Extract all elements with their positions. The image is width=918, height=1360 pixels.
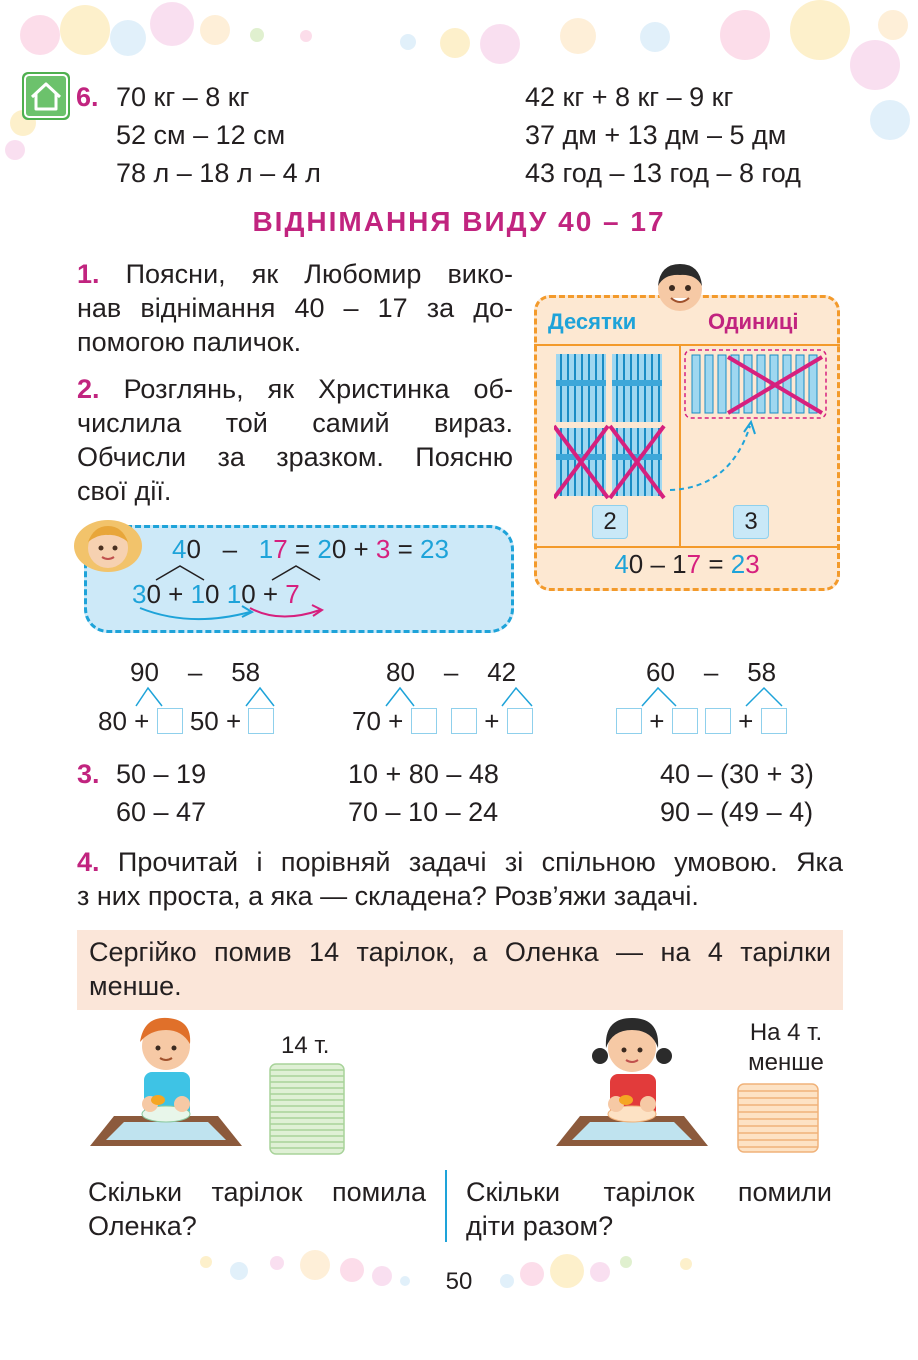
- ex6-left-col: [116, 80, 321, 190]
- ex2-number: 2.: [77, 374, 100, 404]
- question-right: [466, 1175, 832, 1243]
- ex6-right-2: 37 дм + 13 дм – 5 дм: [525, 120, 787, 150]
- ex3-number: 3.: [77, 759, 100, 789]
- ex3-col-3: [660, 757, 814, 829]
- plates-label-right-2: менше: [748, 1049, 824, 1076]
- ex4-line-2: з них проста, а яка — складена? Розв’яжи задачі.: [77, 881, 699, 911]
- green-plates-stack: [268, 1062, 346, 1156]
- task-2-bottom: 70 + +: [352, 706, 533, 737]
- ex3-expr: 40 – (30 + 3): [660, 759, 814, 789]
- ex6-left-1: 70 кг – 8 кг: [116, 82, 250, 112]
- ex1-number: 1.: [77, 259, 100, 289]
- task-2-top: 80 – 42: [386, 657, 517, 687]
- condition-line-2: менше.: [89, 971, 182, 1001]
- ones-label: Одиниці: [708, 309, 799, 334]
- sample-bottom-line: 30 + 10 10 + 7: [132, 579, 300, 609]
- girl-washing-illustration: [552, 1016, 712, 1156]
- answer-box[interactable]: [451, 708, 477, 734]
- question-right-line-2: діти разом?: [466, 1211, 614, 1241]
- answer-box[interactable]: [616, 708, 642, 734]
- task-3-branches: [632, 684, 822, 708]
- tens-label: Десятки: [548, 309, 637, 334]
- plates-label-right-1: На 4 т.: [749, 1019, 823, 1046]
- ex6-right-col: [525, 80, 801, 190]
- tens-bundles: [554, 350, 674, 500]
- ex6-left-3: 78 л – 18 л – 4 л: [116, 158, 321, 188]
- ex6-left-2: 52 см – 12 см: [116, 120, 286, 150]
- answer-box[interactable]: [507, 708, 533, 734]
- sticks-equation: 40 – 17 = 23: [614, 549, 760, 579]
- ex2-line-2: числила той самий вираз.: [77, 408, 513, 438]
- orange-plates-stack: [736, 1082, 820, 1154]
- transfer-arrow: [660, 418, 760, 494]
- ex2-line-3: Обчисли за зразком. Поясню: [77, 442, 513, 472]
- ex4-number: 4.: [77, 847, 100, 877]
- ex3-col-2: [348, 757, 499, 829]
- answer-box[interactable]: [157, 708, 183, 734]
- page-number: 50: [445, 1268, 473, 1295]
- ex6-right-3: 43 год – 13 год – 8 год: [525, 158, 801, 188]
- boy-avatar: [652, 258, 708, 314]
- task-3-top: 60 – 58: [646, 657, 777, 687]
- ex2-line-4: свої дії.: [77, 476, 172, 506]
- ex3-expr: 70 – 10 – 24: [348, 797, 499, 827]
- ex6-right-1: 42 кг + 8 кг – 9 кг: [525, 82, 734, 112]
- answer-box[interactable]: [672, 708, 698, 734]
- ones-sticks: [684, 349, 828, 419]
- question-left-line-1: Скільки тарілок помила: [88, 1177, 426, 1207]
- ex2: [77, 372, 513, 508]
- condition-line-1: Сергійко помив 14 тарілок, а Оленка — на 4 тарілки: [89, 937, 831, 967]
- task-3-bottom: + +: [616, 706, 787, 737]
- condition-box: [77, 930, 843, 1010]
- question-right-line-1: Скільки тарілок помили: [466, 1177, 832, 1207]
- task-1-top: 90 – 58: [130, 657, 261, 687]
- plates-label-left: 14 т.: [281, 1032, 330, 1059]
- lesson-title: ВІДНІМАННЯ ВИДУ 40 – 17: [252, 206, 666, 237]
- answer-box[interactable]: [705, 708, 731, 734]
- answer-box[interactable]: [248, 708, 274, 734]
- task-1-branches: [120, 684, 310, 708]
- ex3-expr: 60 – 47: [116, 797, 207, 827]
- question-left-line-2: Оленка?: [88, 1211, 197, 1241]
- ex3-expr: 90 – (49 – 4): [660, 797, 814, 827]
- ex3-expr: 10 + 80 – 48: [348, 759, 499, 789]
- ex4-line-1: Прочитай і порівняй задачі зі спільною умовою. Яка: [117, 847, 843, 877]
- task-2-branches: [376, 684, 566, 708]
- ones-result: 3: [733, 505, 769, 539]
- boy-washing-illustration: [86, 1016, 246, 1156]
- ex1-line-1: Поясни, як Любомир вико-: [125, 259, 513, 289]
- ex4: [77, 845, 843, 913]
- answer-box[interactable]: [411, 708, 437, 734]
- sample-top-line: 40 – 17 = 20 + 3 = 23: [172, 534, 449, 564]
- ex1-line-3: помогою паличок.: [77, 327, 302, 357]
- question-left: [88, 1175, 426, 1243]
- ex1: [77, 257, 513, 359]
- home-icon: [22, 72, 70, 120]
- plates-label-right: [738, 1018, 834, 1078]
- tens-result: 2: [592, 505, 628, 539]
- ex2-line-1: Розглянь, як Христинка об-: [123, 374, 513, 404]
- ex6-number: 6.: [76, 82, 99, 112]
- ex3-col-1: [116, 757, 206, 829]
- ex1-line-2: нав віднімання 40 – 17 за до-: [77, 293, 513, 323]
- task-1-bottom: 80 + 50 +: [98, 706, 274, 737]
- answer-box[interactable]: [761, 708, 787, 734]
- questions-divider: [445, 1170, 447, 1242]
- ex3-expr: 50 – 19: [116, 759, 207, 789]
